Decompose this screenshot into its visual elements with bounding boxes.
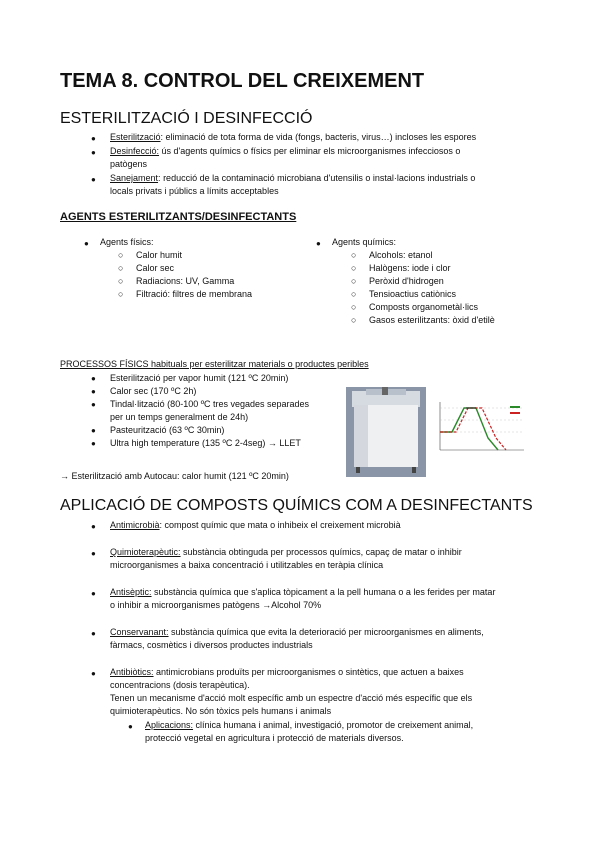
chemical-agents-list <box>351 249 495 327</box>
agents-heading: AGENTS ESTERILITZANTS/DESINFECTANTS <box>60 211 297 223</box>
chemical-agents-label: Agents químics: <box>332 237 397 247</box>
list-item: per un temps generalment de 24h) <box>110 412 249 422</box>
section-heading-sterilization: ESTERILITZACIÓ I DESINFECCIÓ <box>60 110 313 127</box>
definition-antimicrobial: Antimicrobià: compost químic que mata o inhibeix el creixement microbià <box>110 520 401 530</box>
list-item: ● Tindal·lització (80-100 ºC tres vegades separades <box>91 399 310 409</box>
physical-agents-list <box>118 249 252 301</box>
sterilization-temperature-chart <box>430 398 526 460</box>
list-item: ○ Calor humit <box>118 250 183 260</box>
list-item: ○ Halògens: iode i clor <box>351 263 451 273</box>
bullet-icon: ● <box>91 522 96 531</box>
list-item: ● Esterilització per vapor humit (121 ºC 20min) <box>91 373 289 383</box>
bullet-icon: ● <box>91 589 96 598</box>
processes-heading: PROCESSOS FÍSICS habituals per esterilitzar materials o productes peribles <box>60 359 369 369</box>
bullet-icon: ● <box>91 134 96 143</box>
autoclave-note: → Esterilització amb Autocau: calor humit (121 ºC 20min) <box>60 471 289 481</box>
physical-agents-label: Agents físics: <box>100 237 154 247</box>
definition-antiseptic: Antisèptic: substància química que s'aplica tòpicament a la pell humana o a les ferides per matar o inhibir a microorganismes patògens →Alcohol 70% <box>110 587 496 610</box>
definition-preservative: Conservanant: substància química que evita la deterioració per microorganismes en aliments, fàrmacs, cosmètics i diversos productes industrials <box>110 627 484 650</box>
list-item: ○ Gasos esterilitzants: òxid d'etilè <box>351 315 495 325</box>
definition-sterilization: Esterilització: eliminació de tota forma de vida (fongs, bacteris, virus…) incloses les espores <box>110 132 477 142</box>
bullet-icon: ● <box>91 148 96 157</box>
antibiotics-applications: Aplicacions: clínica humana i animal, investigació, promotor de creixement animal, protecció vegetal en agricultura i protecció de materials diversos. <box>145 720 474 743</box>
processes-list <box>91 372 341 450</box>
list-item: ○ Alcohols: etanol <box>351 250 433 260</box>
section-heading-chemical: APLICACIÓ DE COMPOSTS QUÍMICS COM A DESINFECTANTS <box>60 497 533 514</box>
list-item: ○ Peròxid d'hidrogen <box>351 276 444 286</box>
definition-chemotherapeutic: Quimioterapèutic: substància obtinguda per processos químics, capaç de matar o inhibir microorganismes a baixa concentració i utilitzables en teràpia clínica <box>110 547 462 570</box>
list-item: ● Ultra high temperature (135 ºC 2-4seg) → LLET <box>91 438 301 448</box>
bullet-icon: ● <box>91 549 96 558</box>
list-item: ○ Filtració: filtres de membrana <box>118 289 253 299</box>
list-item: ○ Radiacions: UV, Gamma <box>118 276 235 286</box>
list-item: ○ Tensioactius catiònics <box>351 289 457 299</box>
list-item: ○ Composts organometàl·lics <box>351 302 479 312</box>
list-item: ● Calor sec (170 ºC 2h) <box>91 386 197 396</box>
definition-antibiotics: Antibiòtics: antimicrobians produïts per microorganismes o sintètics, que actuen a baixes concentracions (dosis terapèutica). Tenen un mecanisme d'acció molt específic amb un espectre d'acció més específic que els quimioterapèutics. No són tòxics pels humans i animals <box>110 667 473 716</box>
list-item: ○ Calor sec <box>118 263 175 273</box>
bullet-icon: ● <box>316 239 321 248</box>
bullet-icon: ● <box>91 629 96 638</box>
definition-disinfection: Desinfecció: ús d'agents químics o físics per eliminar els microorganismes infecciosos o patògens <box>110 146 461 169</box>
list-item: ● Pasteurització (63 ºC 30min) <box>91 425 225 435</box>
bullet-icon: ● <box>128 722 133 731</box>
definition-sanitation: Sanejament: reducció de la contaminació microbiana d'utensilis o instal·lacions industrials o locals privats i públics a límits acceptables <box>110 173 476 196</box>
page-title: TEMA 8. CONTROL DEL CREIXEMENT <box>60 70 425 92</box>
bullet-icon: ● <box>91 175 96 184</box>
bullet-icon: ● <box>91 669 96 678</box>
autoclave-image <box>346 387 426 477</box>
bullet-icon: ● <box>84 239 89 248</box>
